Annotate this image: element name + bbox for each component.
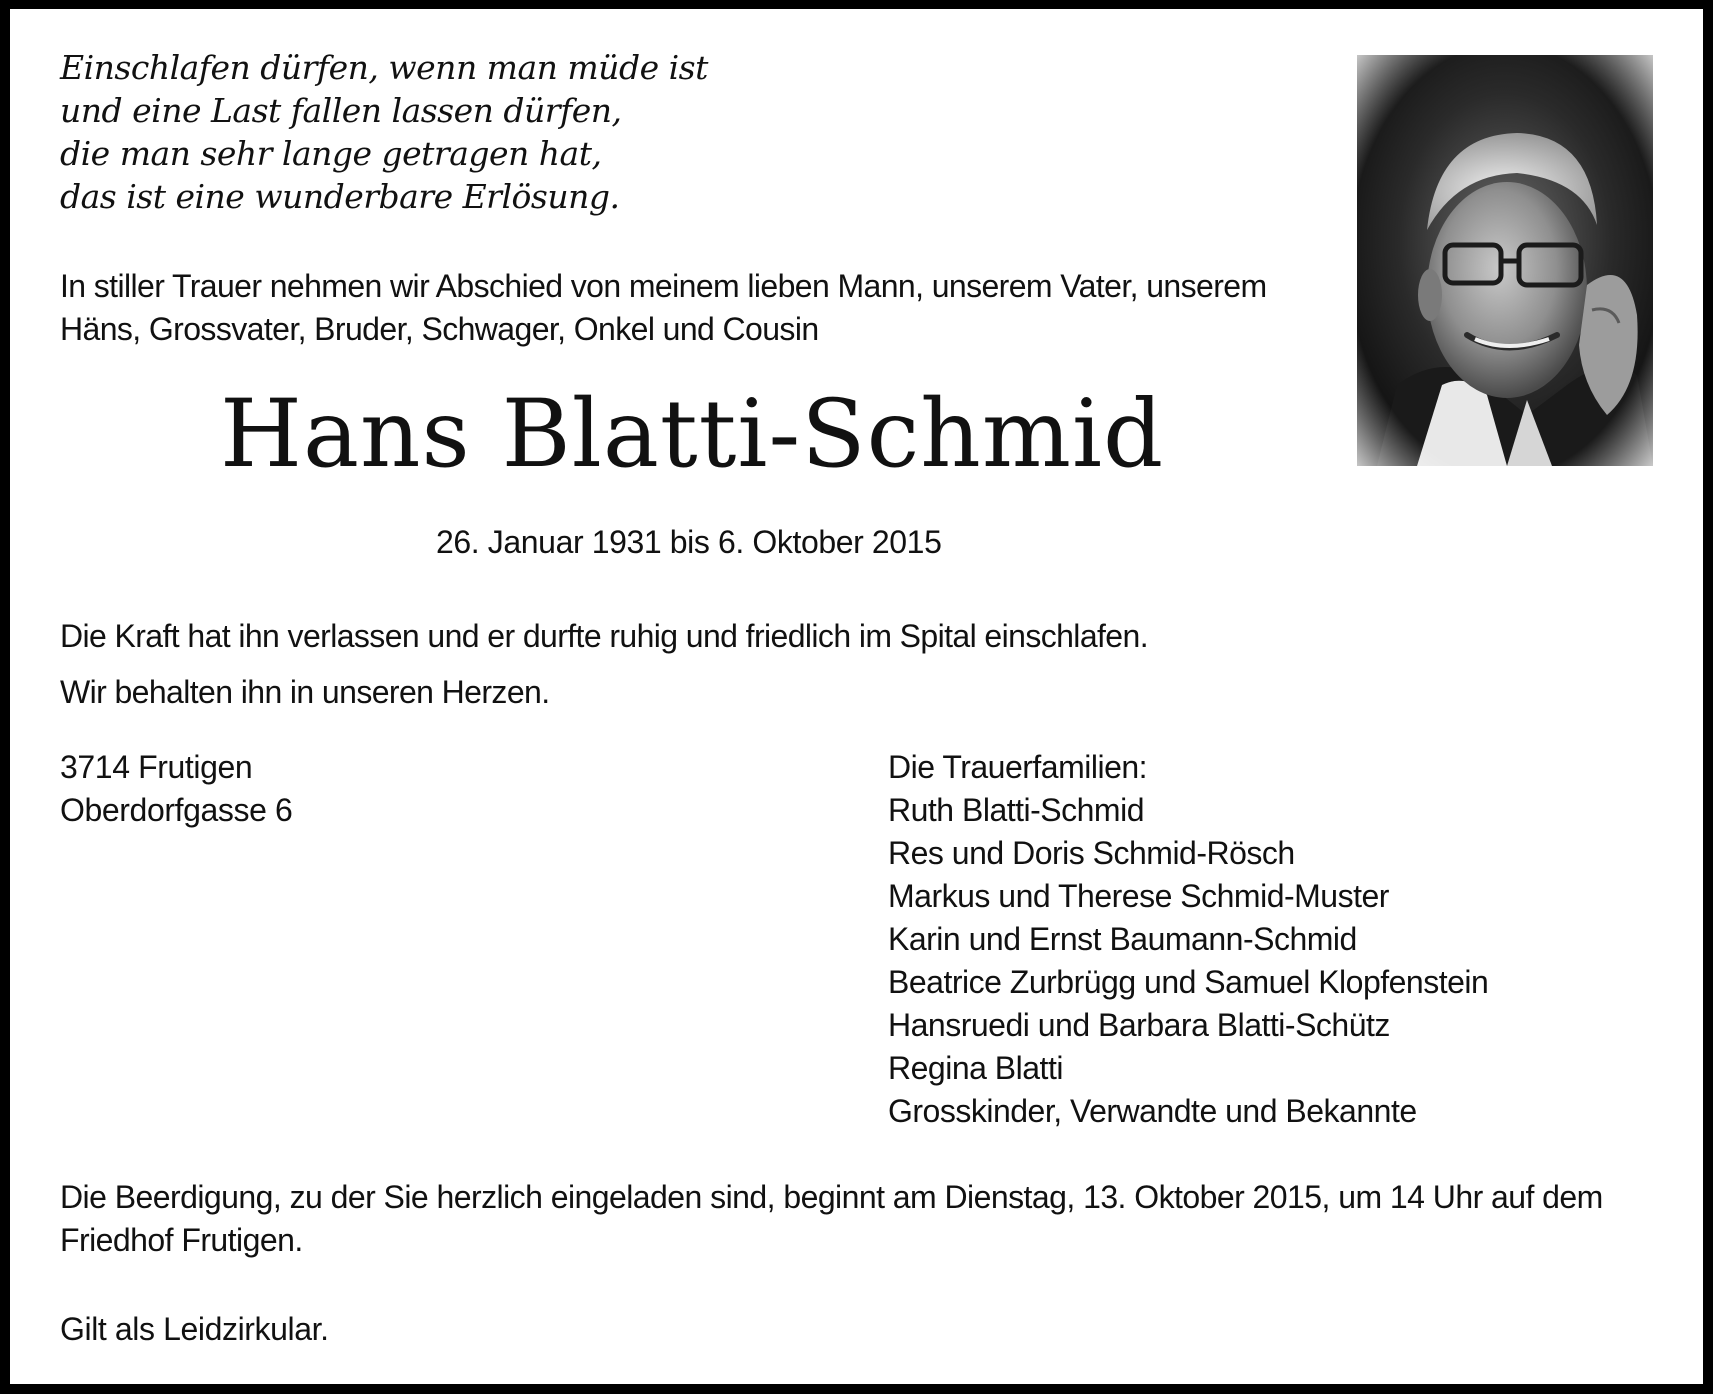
family-name: Beatrice Zurbrügg und Samuel Klopfenstein	[888, 964, 1489, 1000]
address-line: 3714 Frutigen	[60, 749, 253, 785]
poem-line: das ist eine wunderbare Erlösung.	[60, 177, 620, 216]
family-name: Grosskinder, Verwandte und Bekannte	[888, 1093, 1417, 1129]
family-name: Regina Blatti	[888, 1050, 1063, 1086]
poem-line: die man sehr lange getragen hat,	[60, 134, 602, 173]
funeral-info: Die Beerdigung, zu der Sie herzlich eingeladen sind, beginnt am Dienstag, 13. Oktober 2015, um 14 Uhr auf dem Friedhof Frutigen.	[60, 1179, 1603, 1258]
poem	[60, 46, 708, 218]
message-line: Die Kraft hat ihn verlassen und er durfte ruhig und friedlich im Spital einschlafen.	[60, 618, 1148, 654]
life-dates: 26. Januar 1931 bis 6. Oktober 2015	[436, 524, 942, 560]
circular-note: Gilt als Leidzirkular.	[60, 1311, 329, 1347]
family-name: Hansruedi und Barbara Blatti-Schütz	[888, 1007, 1390, 1043]
address	[60, 746, 292, 832]
family-name: Res und Doris Schmid-Rösch	[888, 835, 1295, 871]
poem-line: Einschlafen dürfen, wenn man müde ist	[60, 48, 708, 87]
address-line: Oberdorfgasse 6	[60, 792, 293, 828]
portrait-photo	[1357, 55, 1653, 466]
family-name: Markus und Therese Schmid-Muster	[888, 878, 1389, 914]
mourning-families	[888, 746, 1488, 1133]
deceased-name: Hans Blatti-Schmid	[220, 380, 1165, 489]
intro-text: In stiller Trauer nehmen wir Abschied von meinem lieben Mann, unserem Vater, unserem Häns, Grossvater, Bruder, Schwager, Onkel und Cousin	[60, 268, 1267, 347]
poem-line: und eine Last fallen lassen dürfen,	[60, 91, 622, 130]
message-line: Wir behalten ihn in unseren Herzen.	[60, 674, 550, 710]
family-name: Karin und Ernst Baumann-Schmid	[888, 921, 1357, 957]
message	[60, 608, 1148, 720]
families-heading: Die Trauerfamilien:	[888, 749, 1148, 785]
family-name: Ruth Blatti-Schmid	[888, 792, 1144, 828]
